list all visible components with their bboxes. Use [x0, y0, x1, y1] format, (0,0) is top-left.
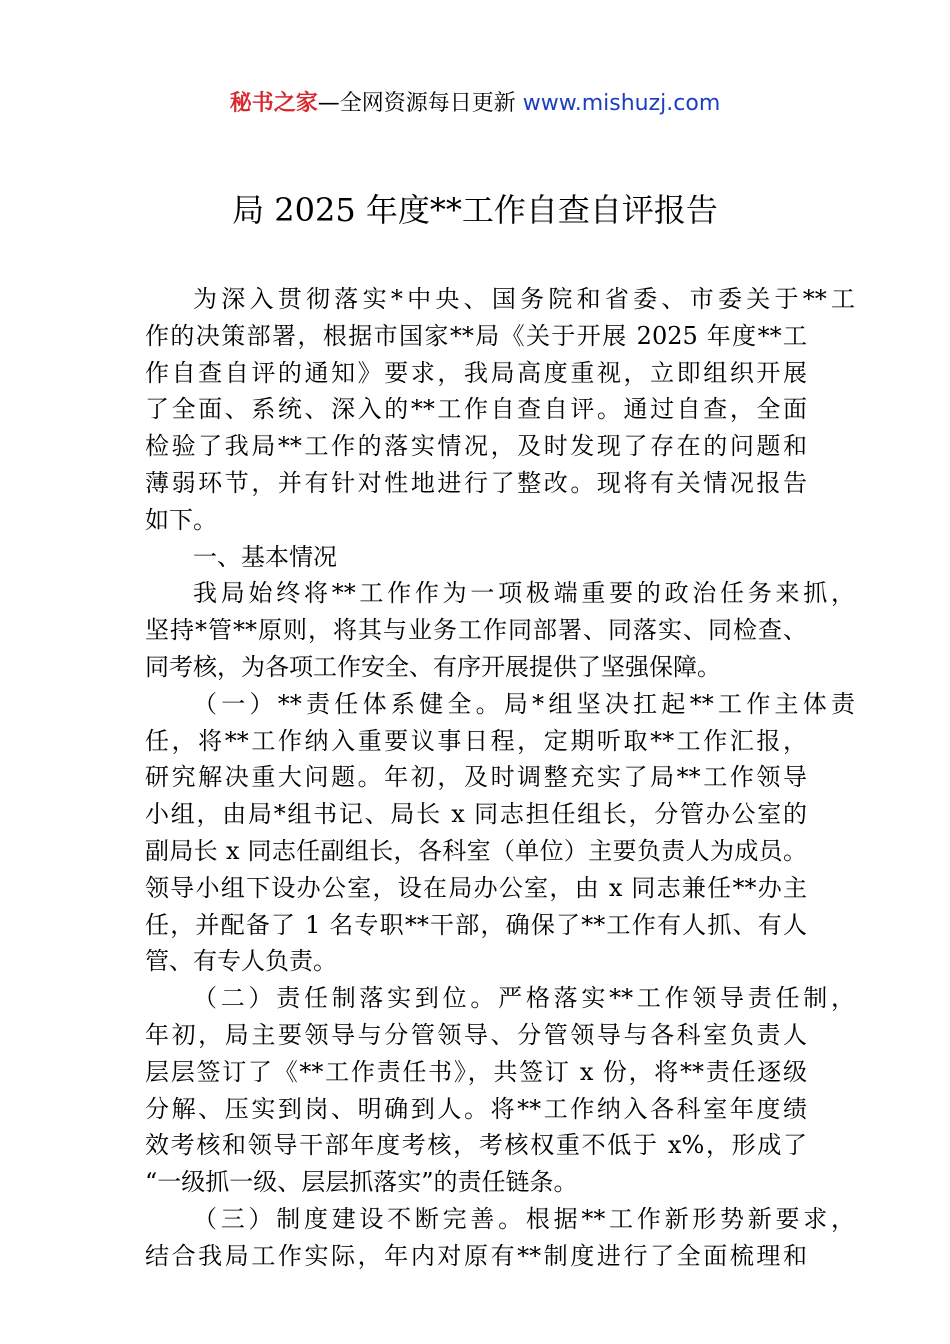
site-url-link[interactable]: www.mishuzj.com: [522, 91, 721, 116]
paragraph-line: 为深入贯彻落实*中央、国务院和省委、市委关于**工: [193, 285, 855, 313]
paragraph-line: （二）责任制落实到位。严格落实**工作领导责任制，: [193, 984, 855, 1013]
paragraph-line: 作自查自评的通知》要求，我局高度重视，立即组织开展: [145, 358, 807, 387]
paragraph-line: 领导小组下设办公室，设在局办公室，由 x 同志兼任**办主: [145, 873, 807, 902]
paragraph-line: 年初，局主要领导与分管领导、分管领导与各科室负责人: [145, 1020, 807, 1049]
document-title: 局 2025 年度**工作自查自评报告: [232, 191, 718, 229]
paragraph-line: 如下。: [145, 505, 217, 534]
paragraph-line: “一级抓一级、层层抓落实”的责任链条。: [145, 1168, 578, 1197]
paragraph-line: 薄弱环节，并有针对性地进行了整改。现将有关情况报告: [145, 468, 807, 497]
paragraph-line: 同考核，为各项工作安全、有序开展提供了坚强保障。: [145, 652, 721, 681]
paragraph-line: 管、有专人负责。: [145, 947, 337, 976]
paragraph-line: 坚持*管**原则，将其与业务工作同部署、同落实、同检查、: [145, 616, 807, 645]
paragraph-line: （一）**责任体系健全。局*组坚决扛起**工作主体责: [193, 689, 855, 718]
site-brand: 秘书之家: [229, 91, 318, 116]
paragraph-line: 效考核和领导干部年度考核，考核权重不低于 x%，形成了: [145, 1131, 807, 1160]
paragraph-line: 任，并配备了 1 名专职**干部，确保了**工作有人抓、有人: [145, 910, 807, 939]
section-heading: 一、基本情况: [193, 542, 337, 571]
site-banner: [0, 88, 950, 120]
paragraph-line: 副局长 x 同志任副组长，各科室（单位）主要负责人为成员。: [145, 836, 807, 865]
paragraph-line: 小组，由局*组书记、局长 x 同志担任组长，分管办公室的: [145, 800, 807, 829]
paragraph-line: 我局始终将**工作作为一项极端重要的政治任务来抓，: [193, 579, 855, 608]
paragraph-line: 结合我局工作实际，年内对原有**制度进行了全面梳理和: [145, 1241, 807, 1270]
paragraph-line: 作的决策部署，根据市国家**局《关于开展 2025 年度**工: [145, 321, 807, 350]
paragraph-line: 层层签订了《**工作责任书》，共签订 x 份，将**责任逐级: [145, 1057, 807, 1086]
paragraph-line: 检验了我局**工作的落实情况，及时发现了存在的问题和: [145, 432, 807, 461]
site-tagline: —全网资源每日更新: [317, 91, 516, 116]
paragraph-line: 任，将**工作纳入重要议事日程，定期听取**工作汇报，: [145, 726, 807, 755]
document-body: [0, 281, 950, 1275]
paragraph-line: 研究解决重大问题。年初，及时调整充实了局**工作领导: [145, 763, 807, 792]
paragraph-line: 了全面、系统、深入的**工作自查自评。通过自查，全面: [145, 395, 807, 424]
paragraph-line: 分解、压实到岗、明确到人。将**工作纳入各科室年度绩: [145, 1094, 807, 1123]
paragraph-line: （三）制度建设不断完善。根据**工作新形势新要求，: [193, 1204, 855, 1233]
